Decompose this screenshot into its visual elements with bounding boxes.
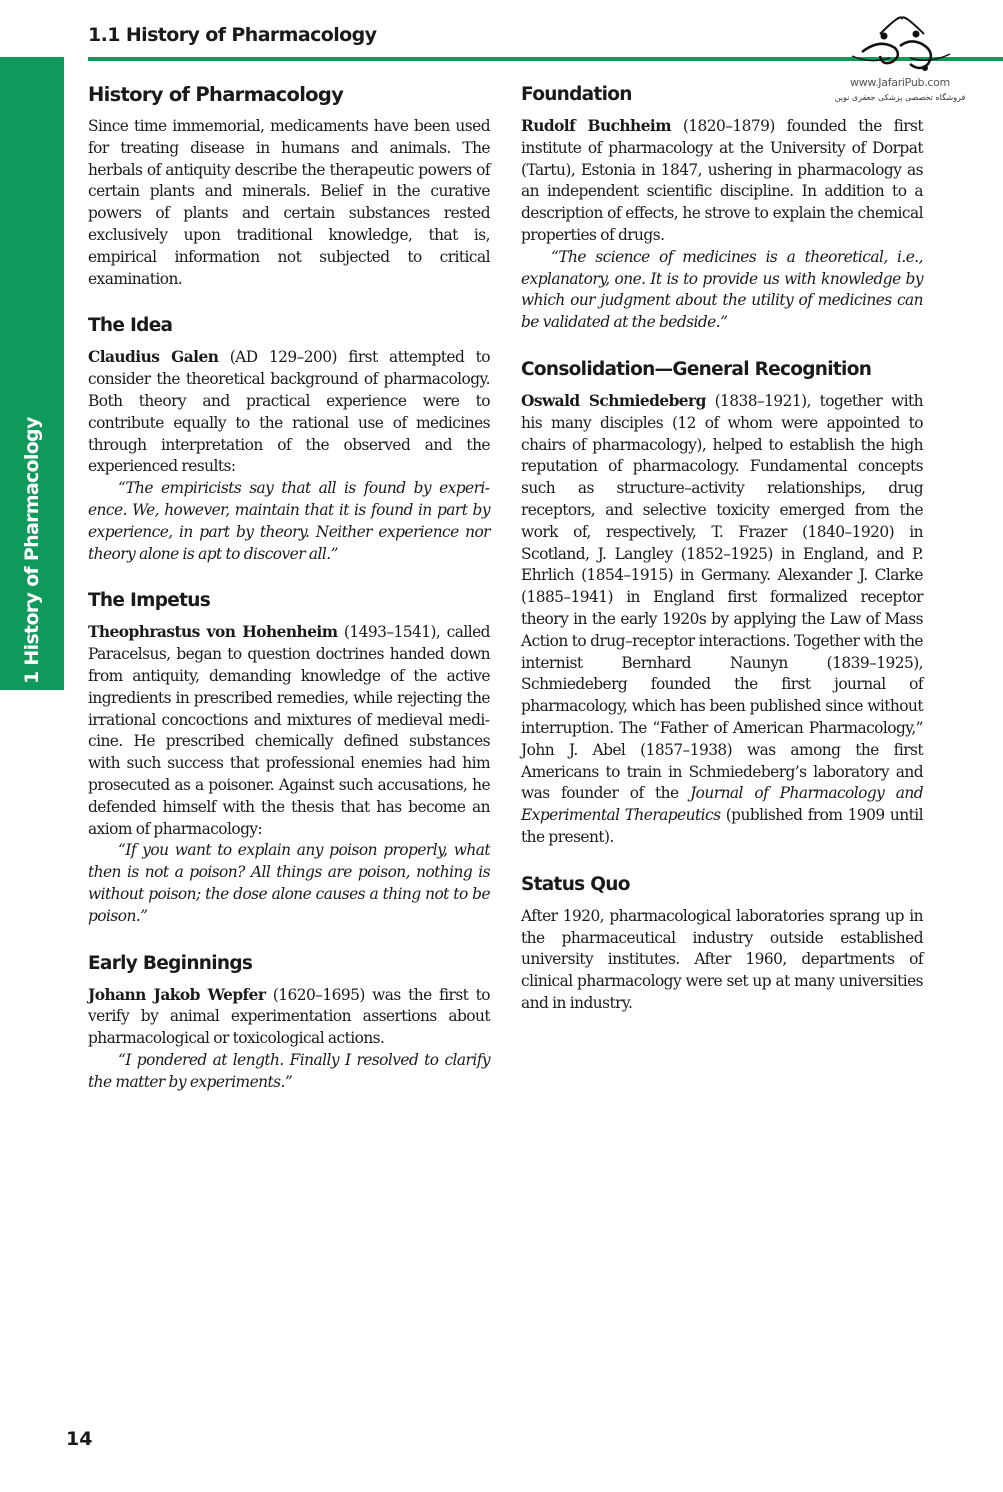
section-foundation	[521, 82, 923, 334]
running-head: 1.1 History of Pharmacology	[88, 24, 377, 46]
section-body	[88, 985, 490, 1050]
section-title: The Idea	[88, 315, 173, 337]
section-body: After 1920, pharmacological laboratories sprang up in the pharmaceutical industry outside established university institutes. After 1960, departments of clinical pharmacology were set up at many universities and in industry.	[521, 906, 923, 1012]
section-early-beginnings	[88, 951, 490, 1094]
quote: “If you want to explain any poison properly, what then is not a poison? All things are poison, nothing is without poison; the dose alone causes a thing not to be poison.”	[88, 841, 490, 925]
left-column	[88, 82, 490, 1116]
section-consolidation	[521, 357, 923, 849]
body-text: (AD 129–200) first attempted to consider the theoretical background of pharmacology. Both theory and practical experience were to contribute equally to the rational use of medicines through interpretation of the observed and the experienced results:	[88, 348, 491, 476]
section-title: Early Beginnings	[88, 952, 253, 974]
section-title: Status Quo	[521, 873, 630, 895]
section-body: Since time immemorial, medicaments have been used for treating disease in humans and animals. The herbals of antiquity describe the therapeutic powers of certain plants and minerals. Belief in the curative powers of plants and certain substances rested exclusively upon traditional knowledge, that is, empirical information not subjected to critical examination.	[88, 117, 490, 288]
section-history	[88, 82, 490, 290]
journal-title: Journal of Pharmacology and Experimental Therapeutics	[521, 784, 924, 825]
section-title: The Impetus	[88, 590, 211, 612]
body-text: (1620–1695) was the first to verify by animal experimentation assertions about pharmacological or toxicological actions.	[88, 985, 491, 1048]
body-text: (1493–1541), called Paracelsus, began to question doctrines handed down from antiquity, demanding knowledge of the active ingredients in prescribed remedies, while rejecting the irrational concoctions and mixtures of medieval medicine. He prescribed chemically defined substances with such success that professional enemies had him prosecuted as a poisoner. Against such accusations, he defended himself with the thesis that has become an axiom of pharmacology:	[88, 623, 490, 838]
right-column	[521, 82, 923, 1038]
publisher-url: www.JafariPub.com	[850, 76, 950, 89]
section-idea	[88, 313, 490, 565]
calligraphy-logo-icon	[840, 12, 960, 74]
quote: “I pondered at length. Finally I resolved to clarify the matter by experiments.”	[88, 1050, 490, 1091]
publisher-subtitle: فروشگاه تخصصی پزشکی جعفری نوین	[834, 93, 966, 102]
section-impetus	[88, 588, 490, 927]
person-name: Claudius Galen	[88, 348, 219, 367]
section-status-quo	[521, 872, 923, 1015]
person-name: Johann Jakob Wepfer	[88, 985, 266, 1004]
section-title: Consolidation—General Recognition	[521, 358, 872, 380]
person-name: Rudolf Buchheim	[521, 117, 671, 135]
section-body	[88, 347, 490, 478]
section-body	[521, 391, 923, 849]
quote: “The science of medicines is a theoretical, i.e., explanatory, one. It is to provide us with knowledge by which our judgment about the utility of medicines can be validated at the bedside.”	[521, 247, 923, 332]
body-text: (1820–1879) founded the first institute of pharmacology at the University of Dorpat (Tartu), Estonia in 1847, ushering in pharmacology as an independent scientific discipline. In addition to a description of effects, he strove to explain the chemical properties of drugs.	[521, 117, 923, 244]
section-title: Foundation	[521, 84, 632, 105]
section-body	[521, 116, 923, 247]
quote: “The empiricists say that all is found by experience. We, however, maintain that it is found in part by experience, in part by theory. Neither experience nor theory alone is apt to discover all.”	[88, 479, 490, 563]
section-body	[88, 622, 490, 840]
person-name: Oswald Schmiedeberg	[521, 391, 706, 410]
body-text: (1838–1921), together with his many disciples (12 of whom were appointed to chairs of pharmacology), helped to establish the high reputation of pharmacology. Fundamental concepts such as structure–activity relationships, drug receptors, and selective toxicity emerged from the work of, respectively, T. Frazer (1840–1920) in Scotland, J. Langley (1852–1925) in England, and P. Ehrlich (1854–1915) in Germany. Alexander J. Clarke (1885–1941) in England first formalized receptor theory in the early 1920s by applying the Law of Mass Action to drug–receptor interactions. Together with the internist Bernhard Naunyn (1839–1925), Schmiedeberg founded the first journal of pharmacology, which has been published since without interruption. The “Father of American Pharmacology,” John J. Abel (1857–1938) was among the first Americans to train in Schmiedeberg’s laboratory and was founder of the	[521, 391, 923, 803]
chapter-side-tab-label: 1 History of Pharmacology	[21, 417, 43, 684]
section-title: History of Pharmacology	[88, 83, 344, 106]
page-number: 14	[66, 1428, 93, 1450]
body-text-tail: (published from 1909 until the present).	[521, 806, 923, 846]
person-name: Theophrastus von Hohenheim	[88, 623, 338, 642]
